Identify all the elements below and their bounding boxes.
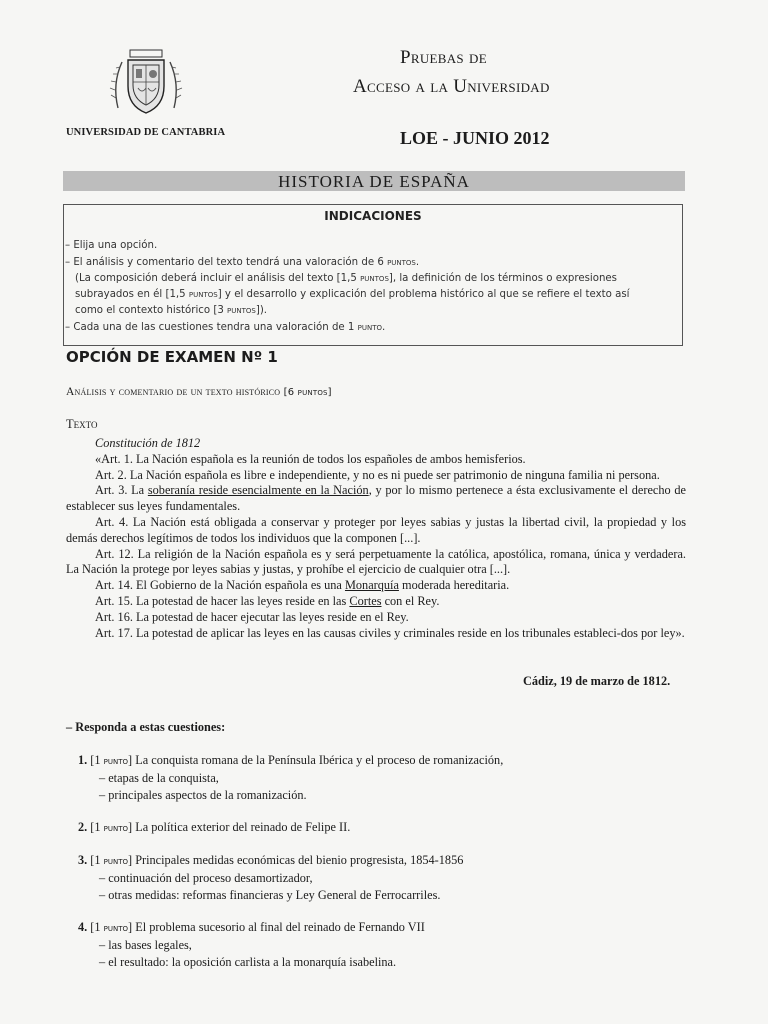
question-subpoint: – principales aspectos de la romanización.	[99, 788, 307, 802]
question-subpoint: – etapas de la conquista,	[99, 771, 219, 785]
questions-list	[78, 752, 698, 986]
analysis-heading: Análisis y comentario de un texto histórico [6 puntos]	[66, 386, 332, 398]
indication-line: (La composición deberá incluir el análisis del texto [1,5 puntos], la definición de los términos o expresiones	[75, 272, 617, 284]
question-item: 1. [1 punto] La conquista romana de la Península Ibérica y el proceso de romanización, – etapas de la conquista, – principales aspectos de la romanización.	[78, 752, 698, 804]
article: Art. 3. La soberanía reside esencialmente en la Nación, y por lo mismo pertenece a ésta exclusivamente el derecho de establecer sus leyes fundamentales.	[66, 483, 687, 514]
indications-box	[63, 204, 683, 346]
indication-line: – Cada una de las cuestiones tendra una valoración de 1 punto.	[65, 321, 386, 333]
question-subpoint: – las bases legales,	[99, 938, 192, 952]
historical-text	[66, 436, 686, 641]
exam-session: LOE - JUNIO 2012	[400, 128, 550, 148]
indication-line: subrayados en él [1,5 puntos] y el desarrollo y explicación del problema histórico al que se refiere el texto así	[75, 289, 630, 301]
question-subpoint: – continuación del proceso desamortizador,	[99, 871, 313, 885]
indication-line: – Elija una opción.	[65, 240, 158, 252]
question-item: 4. [1 punto] El problema sucesorio al final del reinado de Fernando VII – las bases legales, – el resultado: la oposición carlista a la monarquía isabelina.	[78, 919, 698, 971]
question-item: 3. [1 punto] Principales medidas económicas del bienio progresista, 1854-1856 – continuación del proceso desamortizador, – otras medidas: reformas financieras y Ley General de Ferrocarriles.	[78, 852, 698, 904]
article: Art. 14. El Gobierno de la Nación española es una Monarquía moderada hereditaria.	[95, 578, 510, 593]
article: Art. 17. La potestad de aplicar las leyes en las causas civiles y criminales reside en los tribunales estableci-dos por ley».	[95, 625, 685, 640]
article: Art. 4. La Nación está obligada a conservar y proteger por leyes sabias y justas la libertad civil, la propiedad y los demás derechos legítimos de todos los individuos que la componen [...].	[66, 514, 686, 545]
question-item: 2. [1 punto] La política exterior del reinado de Felipe II.	[78, 820, 351, 834]
article: Art. 2. La Nación española es libre e independiente, y no es ni puede ser patrimonio de ninguna familia ni persona.	[95, 467, 660, 482]
place-date: Cádiz, 19 de marzo de 1812.	[523, 674, 671, 688]
question-subpoint: – el resultado: la oposición carlista a la monarquía isabelina.	[99, 955, 397, 969]
subject-banner: HISTORIA DE ESPAÑA	[63, 171, 685, 191]
underlined-term: soberanía reside esencialmente en la Nación	[147, 483, 369, 498]
university-crest-icon	[108, 46, 184, 122]
question-subpoint: – otras medidas: reformas financieras y Ley General de Ferrocarriles.	[99, 888, 441, 902]
title-line-1: Pruebas de	[400, 47, 487, 68]
article: «Art. 1. La Nación española es la reunión de todos los españoles de ambos hemisferios.	[95, 451, 526, 466]
option-title: OPCIÓN DE EXAMEN Nº 1	[66, 348, 278, 366]
article: Art. 12. La religión de la Nación española es y será perpetuamente la católica, apostólica, romana, única y verdadera. La Nación la protege por leyes sabias y justas, y prohíbe el ejercicio de cualquier otra [...].	[66, 546, 686, 577]
indication-line: – El análisis y comentario del texto tendrá una valoración de 6 puntos.	[65, 256, 420, 268]
title-line-2: Acceso a la Universidad	[353, 76, 550, 97]
article: Art. 16. La potestad de hacer ejecutar las leyes reside en el Rey.	[95, 609, 409, 624]
indications-title: INDICACIONES	[324, 209, 422, 223]
source-title: Constitución de 1812	[95, 436, 201, 450]
article: Art. 15. La potestad de hacer las leyes reside en las Cortes con el Rey.	[95, 593, 440, 608]
text-label: Texto	[66, 417, 98, 431]
underlined-term: Monarquía	[344, 578, 399, 593]
underlined-term: Cortes	[349, 593, 382, 608]
questions-intro: – Responda a estas cuestiones:	[66, 720, 226, 734]
university-name: UNIVERSIDAD DE CANTABRIA	[66, 127, 226, 138]
indication-line: como el contexto histórico [3 puntos]).	[75, 305, 268, 317]
